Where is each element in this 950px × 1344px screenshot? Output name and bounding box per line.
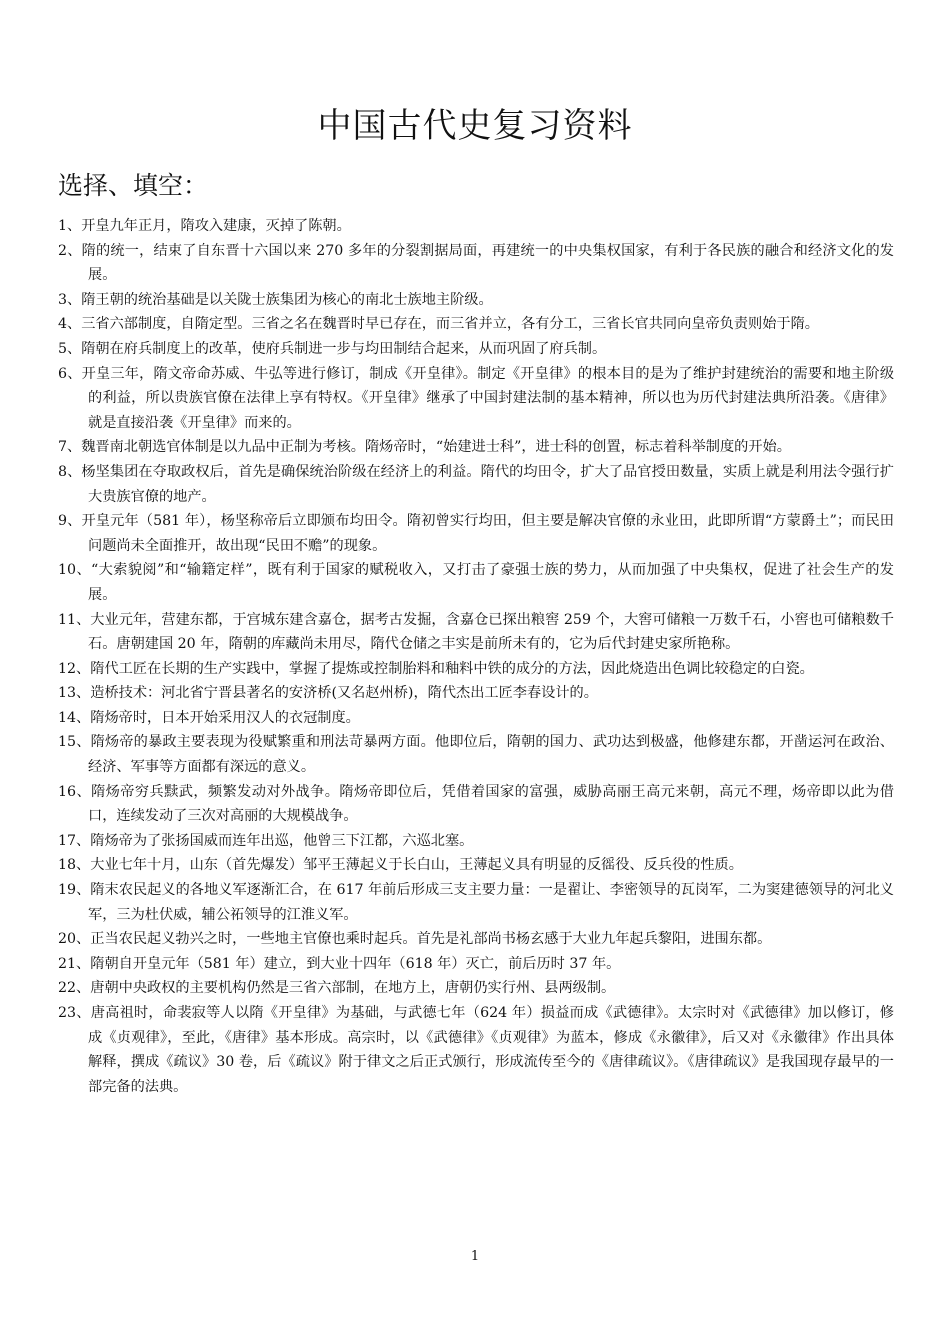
- list-item: [58, 460, 894, 509]
- list-item: [58, 829, 894, 854]
- list-item: [58, 337, 894, 362]
- item-number: 23、: [58, 1005, 91, 1021]
- item-number: 9、: [58, 513, 82, 530]
- item-number: 4、: [58, 316, 82, 333]
- list-item: [58, 288, 894, 313]
- item-text: 开皇元年（581 年），杨坚称帝后立即颁布均田令。隋初曾实行均田，但主要是解决官僚的永业田，此即所谓“方蒙爵土”；而民田问题尚未全面推开，故出现“民田不赡”的现象。: [81, 513, 894, 554]
- list-item: [58, 214, 894, 239]
- item-text: 隋朝在府兵制度上的改革，使府兵制进一步与均田制结合起来，从而巩固了府兵制。: [81, 340, 607, 357]
- section-heading: 选择、填空：: [58, 171, 209, 200]
- item-number: 8、: [58, 463, 82, 480]
- item-text: 魏晋南北朝选官体制是以九品中正制为考核。隋炀帝时，“始建进士科”，进士科的创置，标志着科举制度的开始。: [81, 439, 791, 456]
- item-text: 唐朝中央政权的主要机构仍然是三省六部制，在地方上，唐朝仍实行州、县两级制。: [90, 980, 616, 997]
- item-number: 3、: [58, 291, 82, 308]
- list-item: [58, 706, 894, 731]
- question-list: [58, 214, 894, 1099]
- list-item: [58, 780, 894, 829]
- item-text: “大索貌阅”和“输籍定样”，既有利于国家的赋税收入，又打击了豪强士族的势力，从而加强了中央集权，促进了社会生产的发展。: [88, 562, 894, 603]
- item-text: 造桥技术：河北省宁晋县著名的安济桥(又名赵州桥)，隋代杰出工匠李春设计的。: [90, 685, 598, 702]
- item-number: 13、: [58, 685, 91, 702]
- item-number: 12、: [58, 660, 91, 677]
- item-text: 杨坚集团在夺取政权后，首先是确保统治阶级在经济上的利益。隋代的均田令，扩大了品官授田数量，实质上就是利用法令强行扩大贵族官僚的地产。: [81, 463, 894, 505]
- list-item: [58, 608, 894, 657]
- list-item: [58, 657, 894, 682]
- item-text: 隋炀帝为了张扬国威而连年出巡，他曾三下江都，六巡北塞。: [90, 832, 474, 849]
- item-text: 隋炀帝的暴政主要表现为役赋繁重和刑法苛暴两方面。他即位后，隋朝的国力、武功达到极盛，他修建东都，开凿运河在政治、经济、军事等方面都有深远的意义。: [88, 734, 894, 776]
- item-number: 11、: [58, 611, 91, 628]
- item-number: 1、: [58, 218, 82, 234]
- item-number: 19、: [58, 882, 91, 899]
- list-item: [58, 878, 894, 927]
- item-text: 隋的统一，结束了自东晋十六国以来 270 多年的分裂割据局面，再建统一的中央集权国家，有利于各民族的融合和经济文化的发展。: [81, 242, 894, 284]
- item-text: 隋末农民起义的各地义军逐渐汇合，在 617 年前后形成三支主要力量：一是翟让、李密领导的瓦岗军，二为窦建德领导的河北义军，三为杜伏威，辅公祏领导的江淮义军。: [88, 882, 894, 923]
- item-text: 三省六部制度，自隋定型。三省之名在魏晋时早已存在，而三省并立，各有分工，三省长官共同向皇帝负责则始于隋。: [81, 316, 819, 333]
- item-number: 21、: [58, 955, 91, 972]
- item-text: 隋王朝的统治基础是以关陇士族集团为核心的南北士族地主阶级。: [81, 291, 493, 308]
- list-item: [58, 509, 894, 558]
- item-text: 大业元年，营建东都，于宫城东建含嘉仓，据考古发掘，含嘉仓已探出粮窖 259 个，大窖可储粮一万数千石，小窖也可储粮数千石。唐朝建国 20 年，隋朝的库藏尚未用尽，隋代仓储之丰实是前所未有的，它为后代封建史家所艳称。: [88, 611, 894, 653]
- item-number: 10、: [58, 562, 92, 579]
- item-text: 唐高祖时，命裴寂等人以隋《开皇律》为基础，与武德七年（624 年）损益而成《武德律》。太宗时对《武德律》加以修订，修成《贞观律》，至此，《唐律》基本形成。高宗时，以《武德律》《贞观律》为蓝本，修成《永徽律》，后又对《永徽律》作出具体解释，撰成《疏议》30 卷，后《疏议》附于律文之后正式颁行，形成流传至今的《唐律疏议》。《唐律疏议》是我国现存最早的一部完备的法典。: [88, 1005, 894, 1095]
- item-number: 6、: [58, 365, 82, 382]
- list-item: [58, 681, 894, 706]
- item-text: 隋炀帝时，日本开始采用汉人的衣冠制度。: [90, 709, 360, 726]
- list-item: [58, 312, 894, 337]
- item-number: 14、: [58, 709, 91, 726]
- list-item: [58, 952, 894, 977]
- page-title: 中国古代史复习资料: [317, 106, 633, 146]
- list-item: [58, 927, 894, 952]
- item-number: 18、: [58, 857, 91, 874]
- item-text: 开皇九年正月，隋攻入建康，灭掉了陈朝。: [81, 218, 351, 234]
- item-number: 17、: [58, 832, 91, 849]
- item-number: 7、: [58, 439, 82, 456]
- item-number: 22、: [58, 980, 91, 997]
- list-item: [58, 558, 894, 607]
- item-text: 隋代工匠在长期的生产实践中，掌握了提炼或控制胎料和釉料中铁的成分的方法，因此烧造出色调比较稳定的白瓷。: [90, 660, 814, 677]
- item-number: 5、: [58, 340, 82, 357]
- page-number: 1: [470, 1249, 480, 1264]
- item-text: 大业七年十月，山东（首先爆发）邹平王薄起义于长白山，王薄起义具有明显的反徭役、反兵役的性质。: [90, 857, 743, 874]
- item-text: 正当农民起义勃兴之时，一些地主官僚也乘时起兵。首先是礼部尚书杨玄感于大业九年起兵黎阳，进围东都。: [90, 931, 772, 948]
- item-text: 隋朝自开皇元年（581 年）建立，到大业十四年（618 年）灭亡，前后历时 37 年。: [90, 955, 621, 972]
- item-text: 开皇三年，隋文帝命苏威、牛弘等进行修订，制成《开皇律》。制定《开皇律》的根本目的是为了维护封建统治的需要和地主阶级的利益，所以贵族官僚在法律上享有特权。《开皇律》继承了中国封建法制的基本精神，所以也为历代封建法典所沿袭。《唐律》就是直接沿袭《开皇律》而来的。: [81, 365, 895, 431]
- list-item: [58, 976, 894, 1001]
- list-item: [58, 853, 894, 878]
- item-number: 2、: [58, 242, 82, 259]
- list-item: [58, 435, 894, 460]
- item-number: 16、: [58, 783, 92, 800]
- item-number: 20、: [58, 931, 91, 948]
- item-text: 隋炀帝穷兵黩武，频繁发动对外战争。隋炀帝即位后，凭借着国家的富强，威胁高丽王高元来朝，高元不理，炀帝即以此为借口，连续发动了三次对高丽的大规模战争。: [88, 783, 894, 825]
- list-item: [58, 730, 894, 779]
- list-item: [58, 1001, 894, 1099]
- item-number: 15、: [58, 734, 91, 751]
- list-item: [58, 239, 894, 288]
- list-item: [58, 362, 894, 436]
